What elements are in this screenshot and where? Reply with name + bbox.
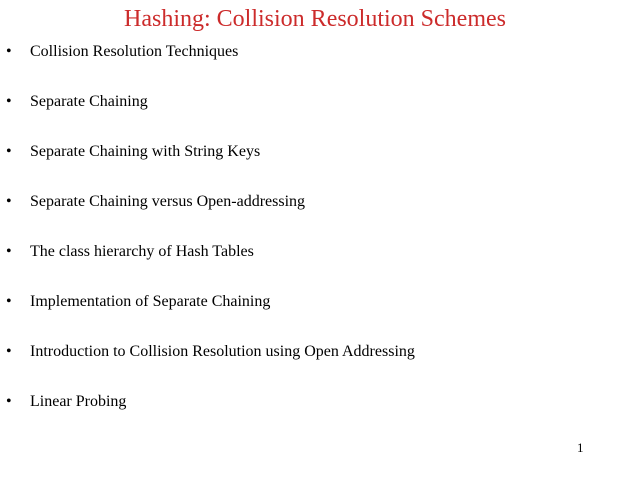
bullet-text: Separate Chaining with String Keys xyxy=(30,143,261,160)
bullet-icon: • xyxy=(6,43,12,60)
slide-title: Hashing: Collision Resolution Schemes xyxy=(124,6,506,32)
bullet-text: The class hierarchy of Hash Tables xyxy=(30,243,254,260)
bullet-icon: • xyxy=(6,93,12,110)
page-number: 1 xyxy=(577,440,584,455)
bullet-text: Separate Chaining xyxy=(30,93,148,110)
bullet-icon: • xyxy=(6,143,12,160)
bullet-icon: • xyxy=(6,393,12,410)
bullet-text: Introduction to Collision Resolution using Open Addressing xyxy=(30,343,415,360)
bullet-text: Collision Resolution Techniques xyxy=(30,43,239,60)
bullet-text: Separate Chaining versus Open-addressing xyxy=(30,193,306,210)
bullet-text: Linear Probing xyxy=(30,393,127,410)
bullet-icon: • xyxy=(6,243,12,260)
bullet-text: Implementation of Separate Chaining xyxy=(30,293,271,310)
bullet-icon: • xyxy=(6,343,12,360)
bullet-icon: • xyxy=(6,293,12,310)
bullet-icon: • xyxy=(6,193,12,210)
